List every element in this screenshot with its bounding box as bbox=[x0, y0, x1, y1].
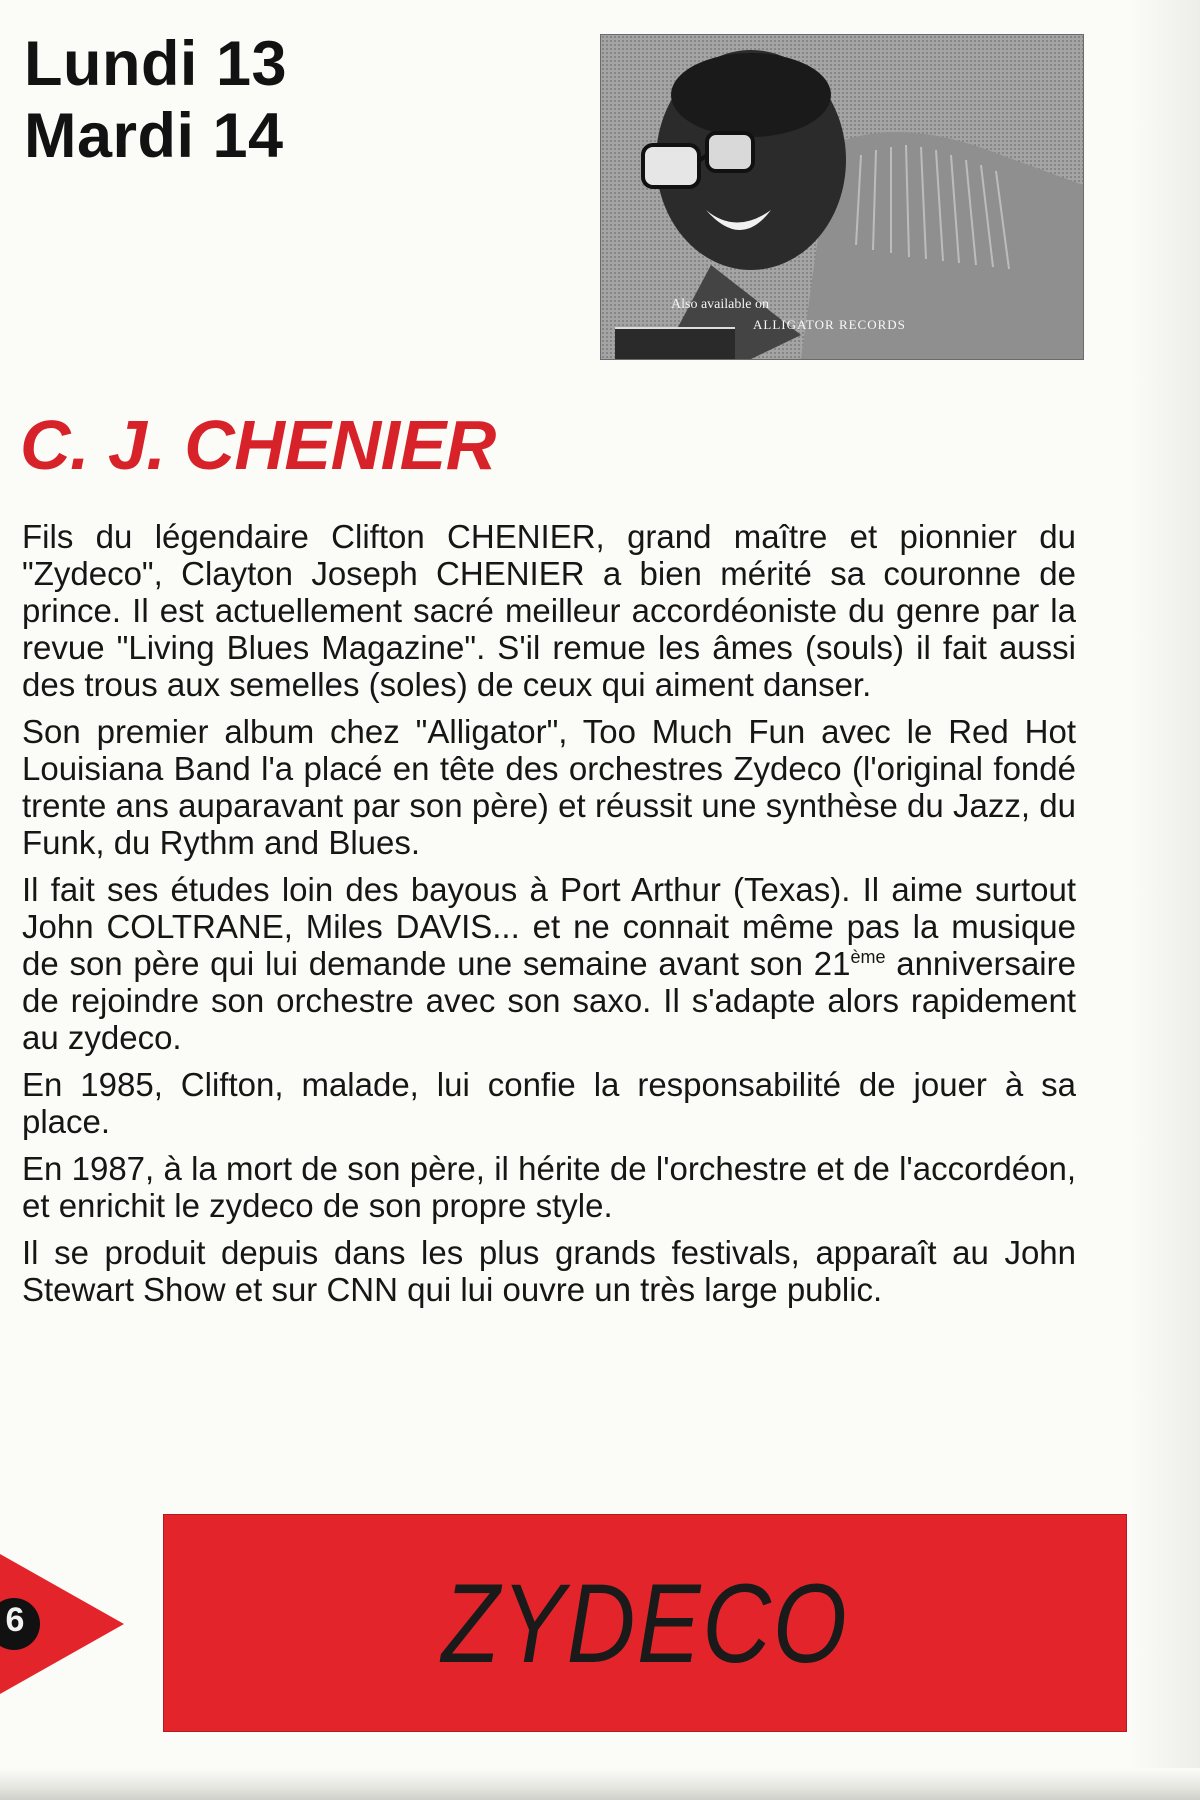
record-label-text: ALLIGATOR RECORDS bbox=[753, 317, 906, 332]
photo-caption: Also available on bbox=[671, 297, 769, 312]
bio-text: Il fait ses études loin des bayous à Port Arthur (Texas). Il aime surtout John COLTRANE, Miles DAVIS... et ne connait même pas la musique de son père qui lui demande une semaine avant son 21 bbox=[22, 871, 1076, 982]
bio-paragraph bbox=[22, 871, 1076, 1056]
bio-paragraph: Son premier album chez "Alligator", Too Much Fun avec le Red Hot Louisiana Band l'a placé en tête des orchestres Zydeco (l'original fondé trente ans auparavant par son père) et réussit une synthèse du Jazz, du Funk, du Rythm and Blues. bbox=[22, 713, 1076, 861]
bio-paragraph: Fils du légendaire Clifton CHENIER, grand maître et pionnier du "Zydeco", Clayton Joseph CHENIER a bien mérité sa couronne de prince. Il est actuellement sacré meilleur accordéoniste du genre par la revue "Living Blues Magazine". S'il remue les âmes (souls) il fait aussi des trous aux semelles (soles) de ceux qui aiment danser. bbox=[22, 518, 1076, 703]
event-dates bbox=[24, 28, 287, 172]
page-number-marker bbox=[0, 1554, 124, 1694]
genre-banner bbox=[163, 1514, 1127, 1732]
date-line-2: Mardi 14 bbox=[24, 101, 284, 171]
page-number: 6 bbox=[5, 1601, 25, 1639]
artist-photo bbox=[600, 34, 1084, 360]
artist-name: C. J. CHENIER bbox=[20, 406, 496, 484]
page-bottom-edge bbox=[0, 1768, 1200, 1800]
album-thumbnail bbox=[615, 327, 735, 360]
date-line-1: Lundi 13 bbox=[24, 29, 288, 99]
genre-label: ZYDECO bbox=[441, 1561, 849, 1686]
superscript-ordinal: ème bbox=[850, 947, 886, 967]
bio-paragraph: En 1985, Clifton, malade, lui confie la responsabilité de jouer à sa place. bbox=[22, 1066, 1076, 1140]
bio-paragraph: Il se produit depuis dans les plus grands festivals, apparaît au John Stewart Show et sur CNN qui lui ouvre un très large public. bbox=[22, 1234, 1076, 1308]
page-shade bbox=[1130, 0, 1200, 1800]
bio-text: anniversaire de rejoindre son orchestre avec son saxo. Il s'adapte alors rapidement au zydeco. bbox=[22, 945, 1076, 1056]
artist-biography bbox=[22, 518, 1076, 1318]
bio-paragraph: En 1987, à la mort de son père, il hérite de l'orchestre et de l'accordéon, et enrichit le zydeco de son propre style. bbox=[22, 1150, 1076, 1224]
